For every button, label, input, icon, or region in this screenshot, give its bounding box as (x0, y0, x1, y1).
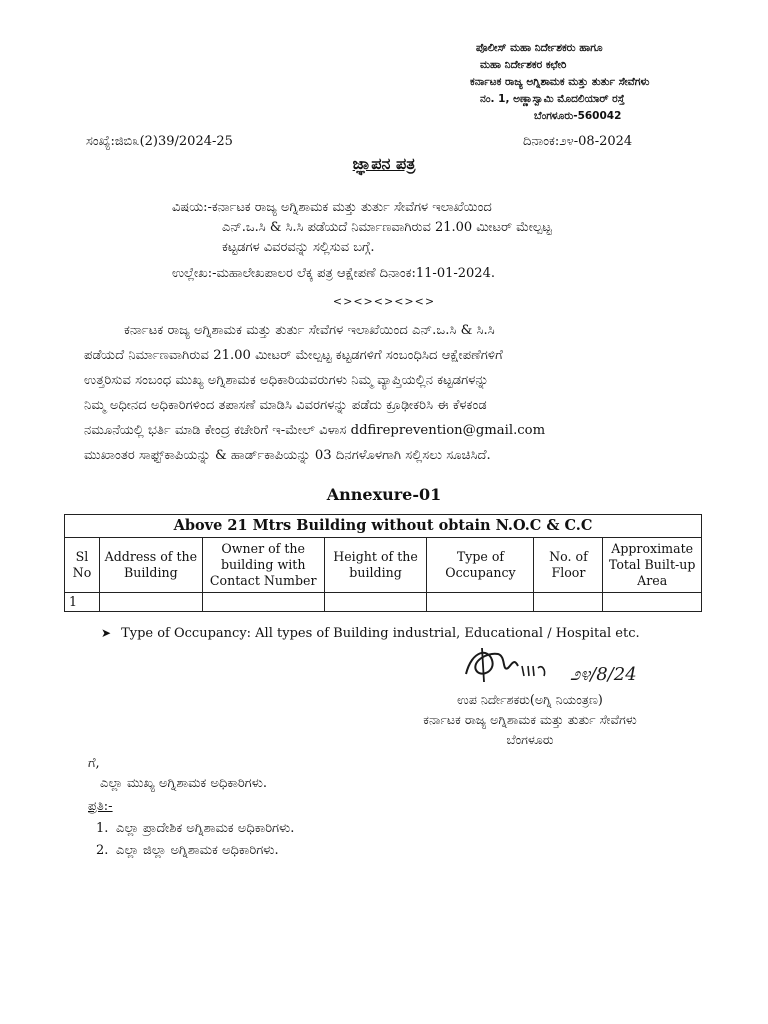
list-item: 2. ಎಲ್ಲಾ ಜಿಲ್ಲಾ ಅಗ್ನಿಶಾಮಕ ಅಧಿಕಾರಿಗಳು. (96, 843, 279, 858)
body-line: ನಿಮ್ಮ ಅಧೀನದ ಅಧಿಕಾರಿಗಳಿಂದ ತಪಾಸಣೆ ಮಾಡಿಸಿ ವಿವರಗಳನ್ನು ಪಡೆದು ಕ್ರೂಢೀಕರಿಸಿ ಈ ಕೆಳಕಂಡ (84, 398, 487, 413)
table-cell (427, 593, 534, 612)
header-sl-no: Sl No (65, 538, 100, 593)
body-line: ಉತ್ತರಿಸುವ ಸಂಬಂಧ ಮುಖ್ಯ ಅಗ್ನಿಶಾಮಕ ಅಧಿಕಾರಿಯವರುಗಳು ನಿಮ್ಮ ವ್ಯಾಪ್ತಿಯಲ್ಲಿನ ಕಟ್ಟಡಗಳನ್ನು (84, 373, 489, 388)
body-line: ಕರ್ನಾಟಕ ರಾಜ್ಯ ಅಗ್ನಿಶಾಮಕ ಮತ್ತು ತುರ್ತು ಸೇವೆಗಳ ಇಲಾಖೆಯಿಂದ ಎನ್.ಒ.ಸಿ & ಸಿ.ಸಿ (124, 323, 495, 338)
table-cell (99, 593, 202, 612)
table-cell (534, 593, 603, 612)
arrow-bullet-icon: ➤ (101, 626, 112, 640)
letterhead-line: ಪೊಲೀಸ್ ಮಹಾ ನಿರ್ದೇಶಕರು ಹಾಗೂ (476, 42, 603, 54)
annexure-table (64, 514, 702, 612)
table-caption: Above 21 Mtrs Building without obtain N.O.C & C.C (65, 515, 702, 538)
reference-line: ಉಲ್ಲೇಖ:-ಮಹಾಲೇಖಪಾಲರ ಲೆಕ್ಕ ಪತ್ರ ಆಕ್ಷೇಪಣೆ ದಿನಾಂಕ:11-01-2024. (172, 266, 495, 281)
reference-number: ಸಂಖ್ಯೆ:ಜಿಬಿ೩(2)39/2024-25 (86, 134, 233, 149)
table-header-row (65, 538, 702, 593)
header-address: Address of the Building (99, 538, 202, 593)
memo-title: ಜ್ಞಾಪನ ಪತ್ರ (352, 154, 416, 173)
letterhead-line: ಮಹಾ ನಿರ್ದೇಶಕರ ಕಛೇರಿ (480, 59, 567, 71)
letterhead-line: ಕರ್ನಾಟಕ ರಾಜ್ಯ ಅಗ್ನಿಶಾಮಕ ಮತ್ತು ತುರ್ತು ಸೇವೆಗಳು (470, 76, 650, 88)
occupancy-text: Type of Occupancy: All types of Building industrial, Educational / Hospital etc. (121, 626, 640, 641)
subject-line: ಎನ್.ಒ.ಸಿ & ಸಿ.ಸಿ ಪಡೆಯದೆ ನಿರ್ಮಾಣವಾಗಿರುವ 21.00 ಮೀಟರ್ ಮೇಲ್ಪಟ್ಟ (222, 220, 552, 235)
signature-date: ೨೪/8/24 (570, 664, 637, 685)
header-area: Approximate Total Built-up Area (603, 538, 702, 593)
signatory-block (330, 690, 730, 750)
header-owner: Owner of the building with Contact Number (202, 538, 324, 593)
table-cell: 1 (65, 593, 100, 612)
header-floors: No. of Floor (534, 538, 603, 593)
header-occupancy: Type of Occupancy (427, 538, 534, 593)
table-cell (202, 593, 324, 612)
letterhead-line: ನಂ. 1, ಅಣ್ಣಾಸ್ವಾಮಿ ಮೊದಲಿಯಾರ್ ರಸ್ತೆ (480, 93, 625, 105)
list-item: 1. ಎಲ್ಲಾ ಪ್ರಾದೇಶಿಕ ಅಗ್ನಿಶಾಮಕ ಅಧಿಕಾರಿಗಳು. (96, 821, 295, 836)
body-paragraph (84, 318, 684, 468)
body-line: ಮುಖಾಂತರ ಸಾಫ್ಟ್‌ಕಾಪಿಯನ್ನು & ಹಾರ್ಡ್‌ಕಾಪಿಯನ್ನು 03 ದಿನಗಳೊಳಗಾಗಿ ಸಲ್ಲಿಸಲು ಸೂಚಿಸಿದೆ. (84, 448, 491, 463)
subject-line: ವಿಷಯ:-ಕರ್ನಾಟಕ ರಾಜ್ಯ ಅಗ್ನಿಶಾಮಕ ಮತ್ತು ತುರ್ತು ಸೇವೆಗಳ ಇಲಾಖೆಯಿಂದ (172, 200, 492, 215)
copy-list (96, 818, 294, 862)
occupancy-note (101, 626, 640, 641)
signatory-designation: ಉಪ ನಿರ್ದೇಶಕರು(ಅಗ್ನಿ ನಿಯಂತ್ರಣ) (457, 692, 603, 707)
table-cell (324, 593, 427, 612)
ornament-divider: <><><><><> (332, 295, 436, 308)
to-label: ಗೆ, (88, 756, 100, 771)
subject-line: ಕಟ್ಟಡಗಳ ವಿವರವನ್ನು ಸಲ್ಲಿಸುವ ಬಗ್ಗೆ. (222, 240, 375, 255)
copy-label: ಪ್ರತಿ:- (88, 799, 113, 814)
signatory-department: ಕರ್ನಾಟಕ ರಾಜ್ಯ ಅಗ್ನಿಶಾಮಕ ಮತ್ತು ತುರ್ತು ಸೇವೆಗಳು (423, 712, 637, 727)
handwritten-signature (458, 644, 678, 690)
letterhead-line: ಬೆಂಗಳೂರು-560042 (534, 110, 622, 122)
table-row (65, 593, 702, 612)
annexure-title: Annexure-01 (326, 485, 442, 504)
subject-block (172, 198, 552, 258)
body-line: ಪಡೆಯದೆ ನಿರ್ಮಾಣವಾಗಿರುವ 21.00 ಮೀಟರ್ ಮೇಲ್ಪಟ್ಟ ಕಟ್ಟಡಗಳಿಗೆ ಸಂಬಂಧಿಸಿದ ಆಕ್ಷೇಪಣೆಗಳಿಗೆ (84, 348, 503, 363)
table-cell (603, 593, 702, 612)
letterhead (462, 40, 702, 125)
body-line: ನಮೂನೆಯಲ್ಲಿ ಭರ್ತಿ ಮಾಡಿ ಕೇಂದ್ರ ಕಚೇರಿಗೆ ಇ-ಮೇಲ್ ವಿಳಾಸ ddfireprevention@gmail.com (84, 423, 546, 438)
to-recipient: ಎಲ್ಲಾ ಮುಖ್ಯ ಅಗ್ನಿಶಾಮಕ ಅಧಿಕಾರಿಗಳು. (100, 776, 268, 791)
memo-date: ದಿನಾಂಕ:೨೪-08-2024 (523, 134, 633, 149)
signatory-city: ಬೆಂಗಳೂರು (506, 732, 554, 747)
header-height: Height of the building (324, 538, 427, 593)
